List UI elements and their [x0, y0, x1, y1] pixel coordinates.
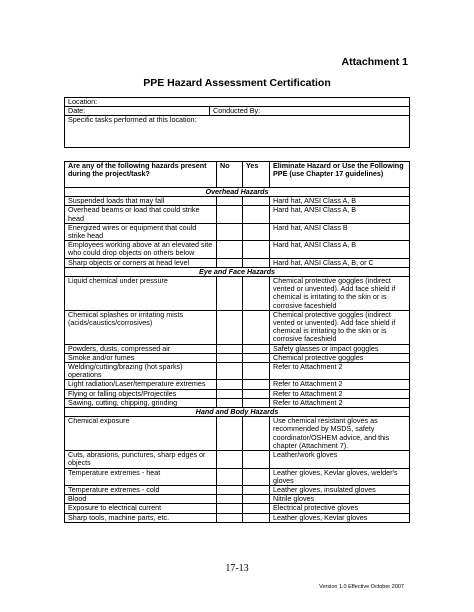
no-checkbox-cell[interactable] — [217, 344, 243, 353]
hazard-cell: Blood — [65, 495, 217, 504]
ppe-cell: Refer to Attachment 2 — [270, 363, 410, 380]
no-checkbox-cell[interactable] — [217, 206, 243, 223]
no-checkbox-cell[interactable] — [217, 504, 243, 513]
ppe-cell: Hard hat, ANSI Class A, B, or C — [270, 258, 410, 267]
section-row — [65, 188, 410, 197]
no-column-header: No — [217, 162, 243, 188]
location-field: Location: — [65, 98, 410, 107]
ppe-cell: Refer to Attachment 2 — [270, 380, 410, 389]
no-checkbox-cell[interactable] — [217, 363, 243, 380]
hazard-cell: Temperature extremes - heat — [65, 468, 217, 485]
hazard-cell: Overhead beams or load that could strike head — [65, 206, 217, 223]
no-checkbox-cell[interactable] — [217, 495, 243, 504]
yes-checkbox-cell[interactable] — [243, 344, 270, 353]
hazard-cell: Temperature extremes - cold — [65, 485, 217, 494]
yes-checkbox-cell[interactable] — [243, 310, 270, 344]
hazard-table — [64, 161, 410, 523]
ppe-cell: Refer to Attachment 2 — [270, 398, 410, 407]
hazard-cell: Cuts, abrasions, punctures, sharp edges or objects — [65, 451, 217, 468]
ppe-cell: Hard hat, ANSI Class A, B — [270, 206, 410, 223]
hazard-table-body — [65, 188, 410, 523]
no-checkbox-cell[interactable] — [217, 485, 243, 494]
table-row — [65, 277, 410, 311]
no-checkbox-cell[interactable] — [217, 258, 243, 267]
no-checkbox-cell[interactable] — [217, 417, 243, 451]
tasks-field: Specific tasks performed at this location: — [65, 116, 410, 148]
ppe-cell: Leather gloves, Kevlar gloves — [270, 513, 410, 522]
yes-checkbox-cell[interactable] — [243, 495, 270, 504]
yes-checkbox-cell[interactable] — [243, 389, 270, 398]
table-row — [65, 223, 410, 240]
ppe-cell: Electrical protective gloves — [270, 504, 410, 513]
yes-checkbox-cell[interactable] — [243, 353, 270, 362]
table-row — [65, 353, 410, 362]
yes-checkbox-cell[interactable] — [243, 206, 270, 223]
section-title: Eye and Face Hazards — [65, 267, 410, 276]
yes-checkbox-cell[interactable] — [243, 223, 270, 240]
section-row — [65, 408, 410, 417]
ppe-cell: Hard hat, ANSI Class B — [270, 223, 410, 240]
no-checkbox-cell[interactable] — [217, 353, 243, 362]
ppe-cell: Leather gloves, Kevlar gloves, welder's gloves — [270, 468, 410, 485]
hazard-cell: Powders, dusts, compressed air — [65, 344, 217, 353]
yes-checkbox-cell[interactable] — [243, 380, 270, 389]
section-title: Hand and Body Hazards — [65, 408, 410, 417]
yes-checkbox-cell[interactable] — [243, 513, 270, 522]
table-row — [65, 241, 410, 258]
table-row — [65, 197, 410, 206]
yes-checkbox-cell[interactable] — [243, 363, 270, 380]
yes-checkbox-cell[interactable] — [243, 451, 270, 468]
ppe-cell: Chemical protective goggles (indirect vented or unvented). Add face shield if chemical is irritating to the skin or is corrosive faceshield — [270, 310, 410, 344]
yes-checkbox-cell[interactable] — [243, 398, 270, 407]
no-checkbox-cell[interactable] — [217, 197, 243, 206]
ppe-cell: Chemical protective goggles — [270, 353, 410, 362]
hazard-cell: Energized wires or equipment that could strike head — [65, 223, 217, 240]
yes-checkbox-cell[interactable] — [243, 277, 270, 311]
ppe-cell: Safety glasses or impact goggles — [270, 344, 410, 353]
ppe-cell: Leather/work gloves — [270, 451, 410, 468]
date-field: Date: — [65, 107, 210, 116]
table-row — [65, 495, 410, 504]
hazard-cell: Chemical splashes or irritating mists (acids/caustics/corrosives) — [65, 310, 217, 344]
ppe-cell: Leather gloves, insulated gloves — [270, 485, 410, 494]
hazard-cell: Sawing, cutting, chipping, grinding — [65, 398, 217, 407]
location-info-table — [64, 97, 410, 148]
table-row — [65, 206, 410, 223]
table-row — [65, 344, 410, 353]
ppe-cell: Hard hat, ANSI Class A, B — [270, 241, 410, 258]
no-checkbox-cell[interactable] — [217, 513, 243, 522]
table-row — [65, 258, 410, 267]
hazard-cell: Sharp tools, machine parts, etc. — [65, 513, 217, 522]
hazard-cell: Welding/cutting/brazing (hot sparks) operations — [65, 363, 217, 380]
table-row — [65, 504, 410, 513]
version-note: Version 1.0 Effective October 2007 — [319, 584, 404, 590]
no-checkbox-cell[interactable] — [217, 468, 243, 485]
table-row — [65, 398, 410, 407]
table-row — [65, 380, 410, 389]
table-row — [65, 513, 410, 522]
yes-checkbox-cell[interactable] — [243, 485, 270, 494]
ppe-cell: Nitrile gloves — [270, 495, 410, 504]
hazard-cell: Sharp objects or corners at head level — [65, 258, 217, 267]
yes-checkbox-cell[interactable] — [243, 258, 270, 267]
table-row — [65, 485, 410, 494]
ppe-cell: Hard hat, ANSI Class A, B — [270, 197, 410, 206]
table-row — [65, 310, 410, 344]
section-title: Overhead Hazards — [65, 188, 410, 197]
conducted-by-field: Conducted By: — [210, 107, 410, 116]
yes-checkbox-cell[interactable] — [243, 417, 270, 451]
hazard-cell: Liquid chemical under pressure — [65, 277, 217, 311]
no-checkbox-cell[interactable] — [217, 389, 243, 398]
table-row — [65, 363, 410, 380]
yes-checkbox-cell[interactable] — [243, 241, 270, 258]
yes-column-header: Yes — [243, 162, 270, 188]
hazard-column-header: Are any of the following hazards present during the project/task? — [65, 162, 217, 188]
ppe-column-header: Eliminate Hazard or Use the Following PPE (use Chapter 17 guidelines) — [270, 162, 410, 188]
hazard-cell: Flying or falling objects/Projectiles — [65, 389, 217, 398]
hazard-cell: Exposure to electrical current — [65, 504, 217, 513]
no-checkbox-cell[interactable] — [217, 223, 243, 240]
no-checkbox-cell[interactable] — [217, 380, 243, 389]
table-row — [65, 468, 410, 485]
ppe-cell: Chemical protective goggles (indirect vented or unvented). Add face shield if chemical is irritating to the skin or is corrosive faceshield — [270, 277, 410, 311]
page-number: 17-13 — [225, 563, 249, 574]
hazard-cell: Employees working above at an elevated site who could drop objects on others below — [65, 241, 217, 258]
page-title: PPE Hazard Assessment Certification — [143, 77, 331, 89]
no-checkbox-cell[interactable] — [217, 398, 243, 407]
no-checkbox-cell[interactable] — [217, 451, 243, 468]
ppe-cell: Refer to Attachment 2 — [270, 389, 410, 398]
table-row — [65, 417, 410, 451]
ppe-cell: Use chemical resistant gloves as recommended by MSDS, safety coordinator/OSHEM advice, and this chapter (Attachment 7). — [270, 417, 410, 451]
section-row — [65, 267, 410, 276]
table-row — [65, 451, 410, 468]
hazard-cell: Chemical exposure — [65, 417, 217, 451]
table-row — [65, 389, 410, 398]
hazard-cell: Smoke and/or fumes — [65, 353, 217, 362]
no-checkbox-cell[interactable] — [217, 277, 243, 311]
yes-checkbox-cell[interactable] — [243, 468, 270, 485]
yes-checkbox-cell[interactable] — [243, 197, 270, 206]
no-checkbox-cell[interactable] — [217, 310, 243, 344]
yes-checkbox-cell[interactable] — [243, 504, 270, 513]
attachment-label: Attachment 1 — [341, 56, 408, 68]
no-checkbox-cell[interactable] — [217, 241, 243, 258]
hazard-cell: Suspended loads that may fall — [65, 197, 217, 206]
hazard-cell: Light radiation/Laser/temperature extremes — [65, 380, 217, 389]
